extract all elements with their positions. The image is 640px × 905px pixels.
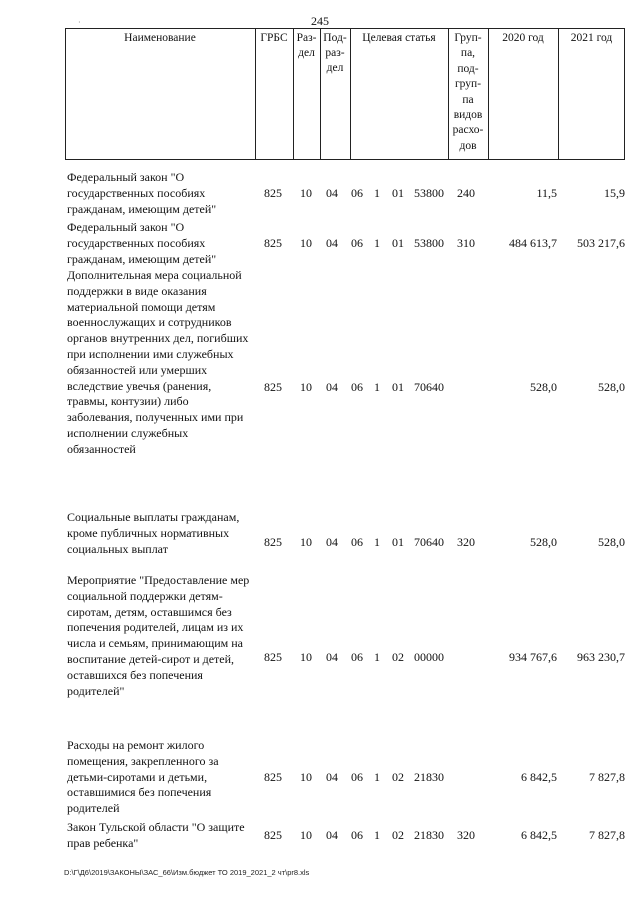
cell-target-program: 06 (351, 186, 363, 200)
cell-2021: 503 217,6 (577, 236, 625, 250)
cell-grbs: 825 (264, 186, 282, 200)
cell-2020: 528,0 (530, 380, 557, 394)
header-divider (350, 28, 351, 160)
cell-2020: 528,0 (530, 535, 557, 549)
cell-target-subprogram: 1 (374, 535, 380, 549)
cell-2021: 15,9 (604, 186, 625, 200)
cell-group: 310 (457, 236, 475, 250)
cell-grbs: 825 (264, 380, 282, 394)
cell-podrazdel: 04 (326, 770, 338, 784)
cell-target-code: 21830 (414, 770, 444, 784)
cell-razdel: 10 (300, 236, 312, 250)
cell-target-event: 02 (392, 828, 404, 842)
cell-grbs: 825 (264, 828, 282, 842)
cell-target-event: 02 (392, 770, 404, 784)
header-name: Наименование (124, 32, 196, 44)
cell-2021: 528,0 (598, 380, 625, 394)
row-name: Федеральный закон "О государственных пособиях гражданам, имеющим детей" (67, 170, 217, 216)
cell-target-subprogram: 1 (374, 236, 380, 250)
cell-target-subprogram: 1 (374, 186, 380, 200)
header-grbs: ГРБС (260, 32, 288, 44)
cell-podrazdel: 04 (326, 236, 338, 250)
cell-2021: 963 230,7 (577, 650, 625, 664)
cell-target-program: 06 (351, 535, 363, 549)
cell-podrazdel: 04 (326, 535, 338, 549)
cell-grbs: 825 (264, 770, 282, 784)
cell-target-event: 01 (392, 380, 404, 394)
cell-target-code: 53800 (414, 186, 444, 200)
cell-target-subprogram: 1 (374, 650, 380, 664)
cell-target-program: 06 (351, 650, 363, 664)
cell-target-program: 06 (351, 380, 363, 394)
cell-2020: 934 767,6 (509, 650, 557, 664)
cell-grbs: 825 (264, 650, 282, 664)
cell-razdel: 10 (300, 186, 312, 200)
cell-podrazdel: 04 (326, 380, 338, 394)
cell-target-subprogram: 1 (374, 828, 380, 842)
header-divider (558, 28, 559, 160)
header-2020: 2020 год (502, 32, 544, 44)
cell-target-event: 02 (392, 650, 404, 664)
cell-razdel: 10 (300, 650, 312, 664)
header-razdel: Раз- дел (296, 32, 317, 59)
cell-target-code: 70640 (414, 380, 444, 394)
cell-razdel: 10 (300, 770, 312, 784)
cell-group: 320 (457, 535, 475, 549)
cell-razdel: 10 (300, 535, 312, 549)
cell-grbs: 825 (264, 535, 282, 549)
cell-target-subprogram: 1 (374, 770, 380, 784)
cell-group: 240 (457, 186, 475, 200)
cell-target-program: 06 (351, 236, 363, 250)
row-name: Дополнительная мера социальной поддержки в виде оказания материальной помощи детям военнослужащих и сотрудников органов внутренних дел, погибших при исполнении ими служебных обязанностей или умерших вследствие увечья (ранения, травмы, контузии) либо заболевания, полученных ими при исполнении служебных обязанностей (67, 268, 249, 456)
cell-podrazdel: 04 (326, 828, 338, 842)
cell-target-program: 06 (351, 770, 363, 784)
header-divider (255, 28, 256, 160)
cell-razdel: 10 (300, 380, 312, 394)
row-name: Федеральный закон "О государственных пособиях гражданам, имеющим детей" (67, 220, 217, 266)
page-number: 245 (311, 14, 329, 28)
cell-target-program: 06 (351, 828, 363, 842)
cell-2021: 7 827,8 (589, 828, 625, 842)
cell-target-code: 70640 (414, 535, 444, 549)
cell-2021: 7 827,8 (589, 770, 625, 784)
cell-2020: 6 842,5 (521, 770, 557, 784)
header-podrazdel: Под- раз- дел (323, 32, 347, 74)
cell-target-code: 21830 (414, 828, 444, 842)
cell-target-event: 01 (392, 186, 404, 200)
row-name: Мероприятие "Предоставление мер социальной поддержки детям-сиротам, детям, оставшимся без попечения родителей, лицам из их числа и семьям, принимающим на воспитание детей-сирот и детей, оставшихся без попечения родителей" (67, 573, 250, 698)
row-name: Закон Тульской области "О защите прав ребенка" (67, 820, 245, 850)
row-name: Социальные выплаты гражданам, кроме публичных нормативных социальных выплат (67, 510, 240, 556)
cell-target-event: 01 (392, 535, 404, 549)
cell-2020: 484 613,7 (509, 236, 557, 250)
header-target: Целевая статья (362, 32, 436, 44)
cell-target-code: 00000 (414, 650, 444, 664)
cell-2020: 6 842,5 (521, 828, 557, 842)
cell-razdel: 10 (300, 828, 312, 842)
header-2021: 2021 год (570, 32, 613, 44)
scan-mark: · (78, 18, 81, 27)
row-name: Расходы на ремонт жилого помещения, закрепленного за детьми-сиротами и детьми, оставшимися без попечения родителей (67, 738, 219, 816)
header-divider (488, 28, 489, 160)
file-path-footer: D:\Г\Д6\2019\ЗАКОНЫ\ЗАС_66\Изм.бюджет ТО 2019_2021_2 чт\pr8.xls (64, 868, 310, 877)
cell-podrazdel: 04 (326, 186, 338, 200)
cell-2020: 11,5 (536, 186, 557, 200)
cell-group: 320 (457, 828, 475, 842)
cell-2021: 528,0 (598, 535, 625, 549)
cell-grbs: 825 (264, 236, 282, 250)
cell-target-subprogram: 1 (374, 380, 380, 394)
cell-target-event: 01 (392, 236, 404, 250)
header-group: Груп- па, под- груп- па видов расхо- дов (452, 32, 484, 152)
cell-target-code: 53800 (414, 236, 444, 250)
cell-podrazdel: 04 (326, 650, 338, 664)
